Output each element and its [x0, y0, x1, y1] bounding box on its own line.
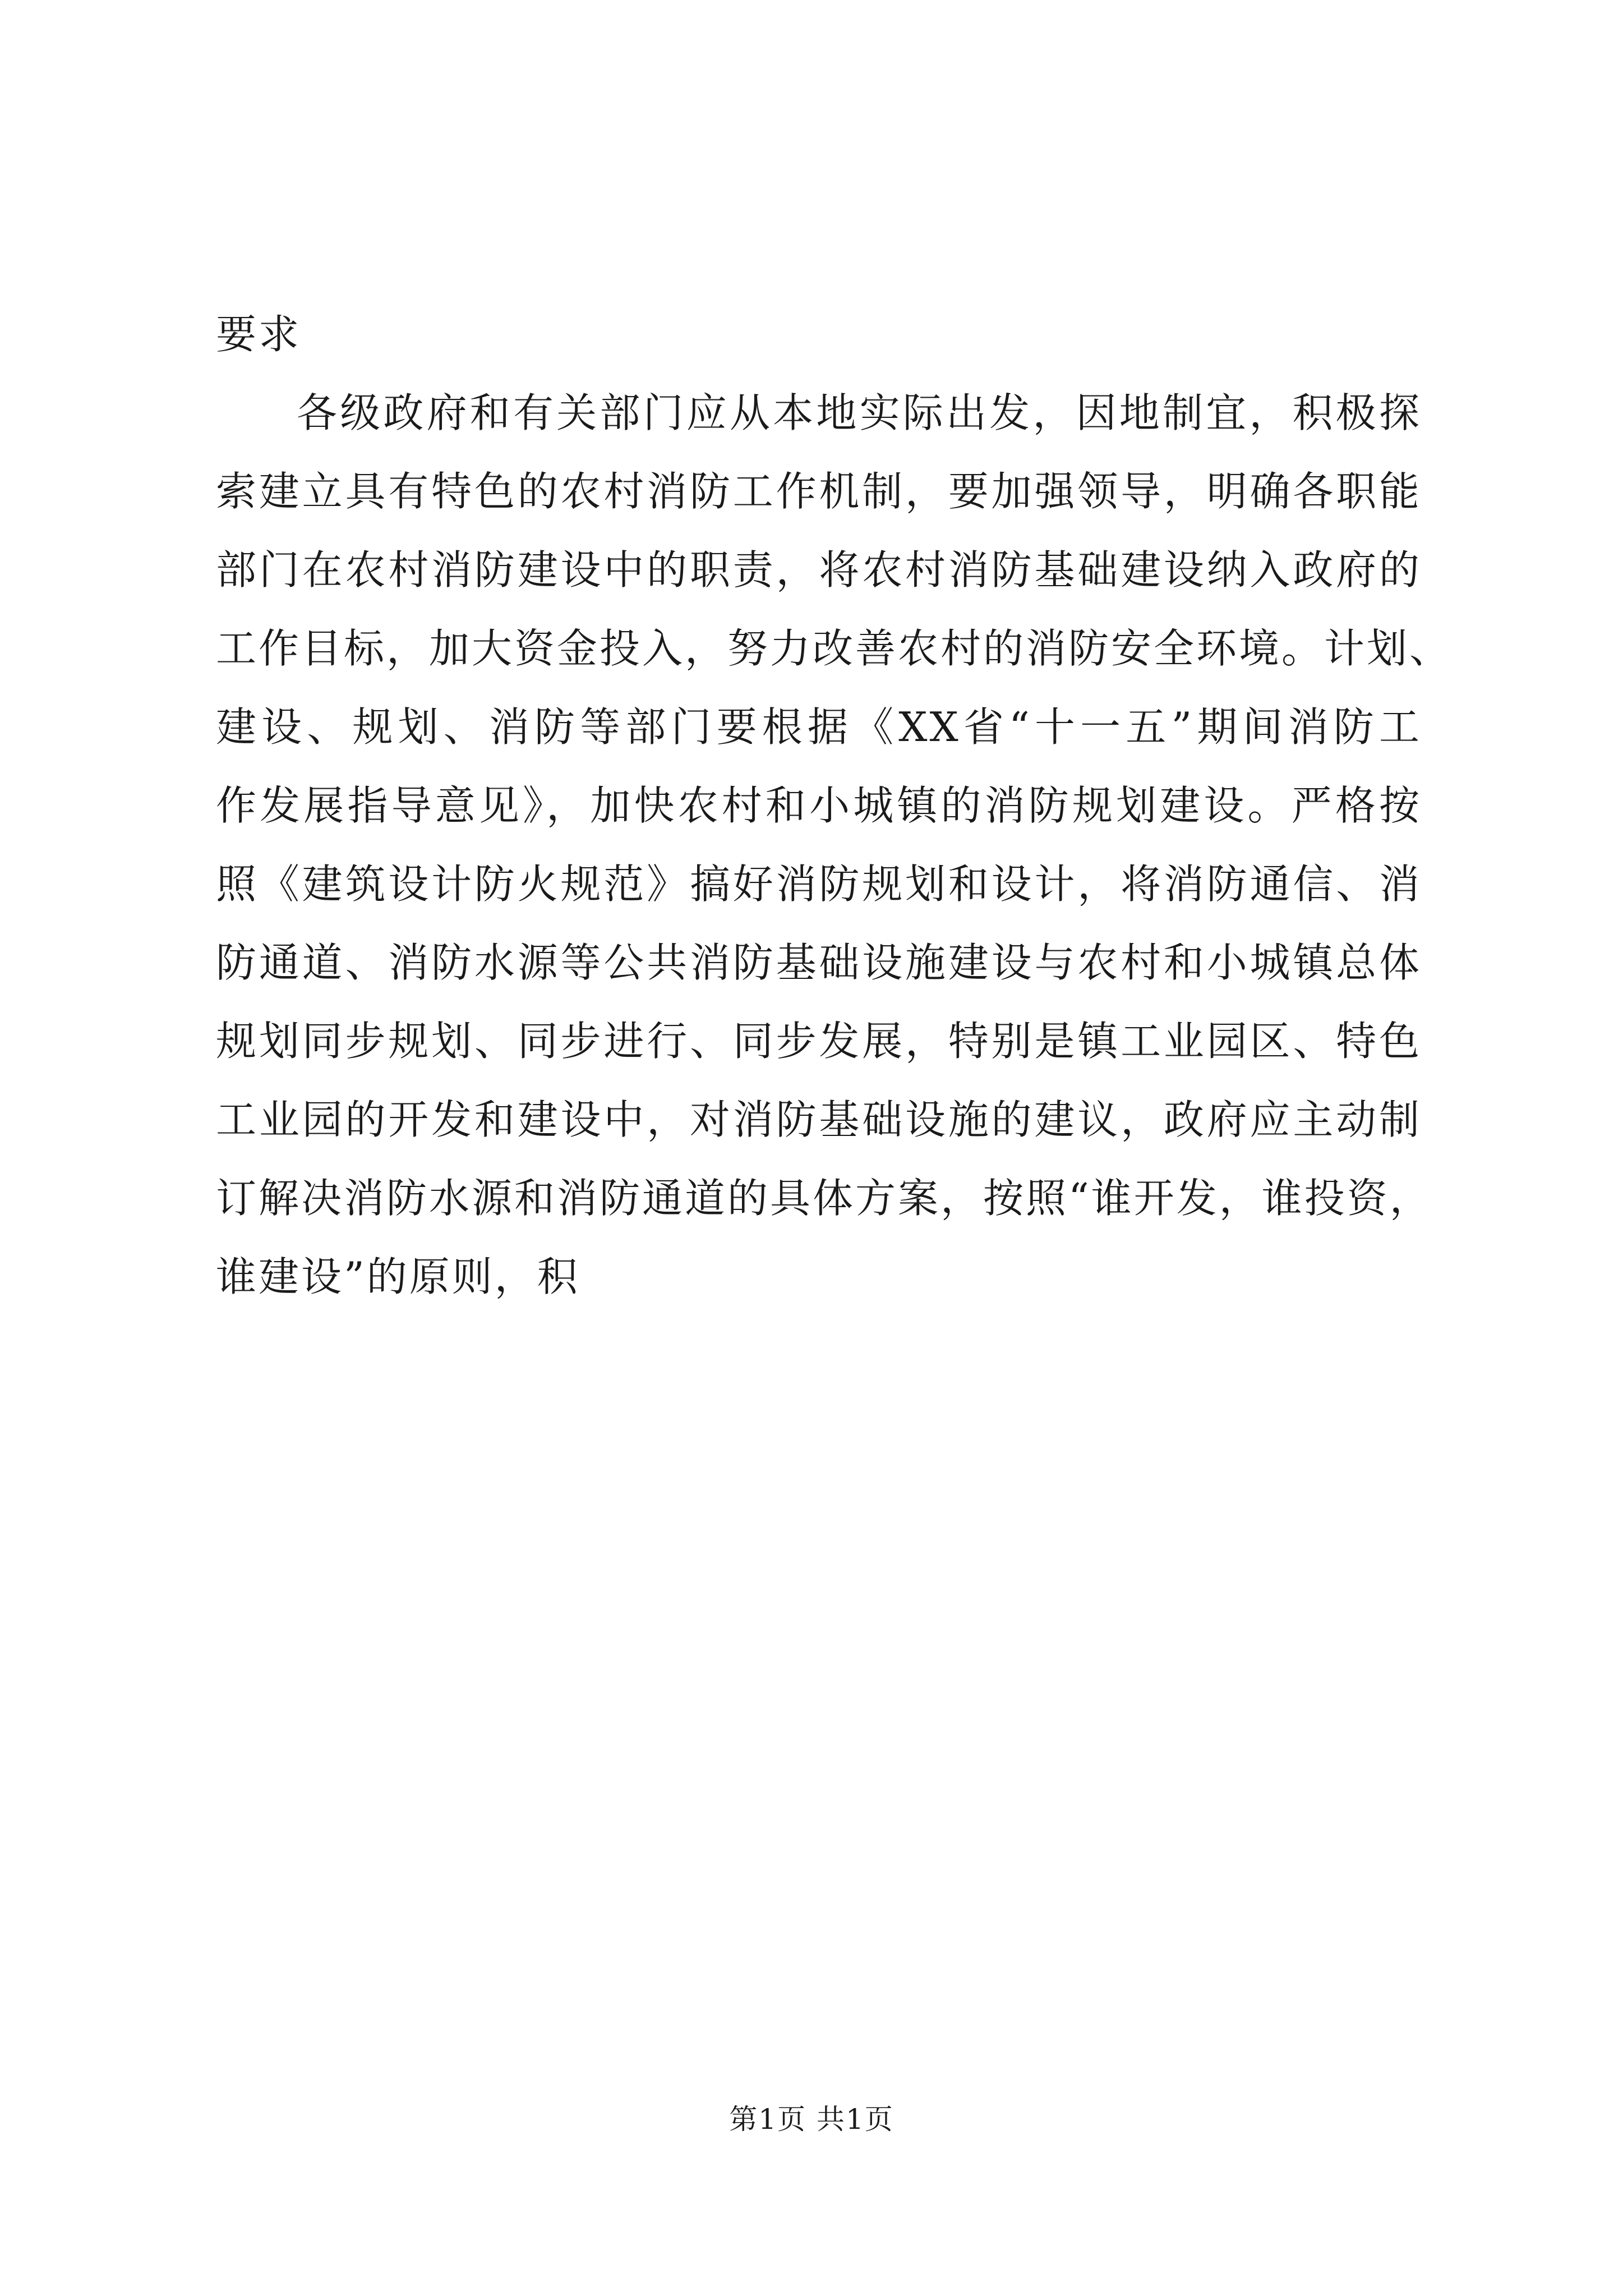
paragraph-line: 各级政府和有关部门应从本地实际出发，因地制宜，积极探	[297, 389, 1422, 436]
paragraph-line: 照《建筑设计防火规范》搞好消防规划和设计，将消防通信、消	[216, 861, 1422, 908]
paragraph-line: 索建立具有特色的农村消防工作机制，要加强领导，明确各职能	[216, 468, 1422, 515]
paragraph-line: 工作目标，加大资金投入，努力改善农村的消防安全环境。计划、	[216, 625, 1453, 672]
page-footer: 第1页 共1页	[729, 2103, 894, 2136]
paragraph-line: 建设、规划、消防等部门要根据《XX省“十一五”期间消防工	[216, 703, 1422, 751]
paragraph-line: 作发展指导意见》，加快农村和小城镇的消防规划建设。严格按	[216, 782, 1422, 829]
paragraph-line: 工业园的开发和建设中，对消防基础设施的建议，政府应主动制	[216, 1096, 1422, 1143]
paragraph-line: 防通道、消防水源等公共消防基础设施建设与农村和小城镇总体	[216, 939, 1422, 986]
paragraph-line: 谁建设”的原则，积	[216, 1253, 580, 1300]
paragraph-line: 规划同步规划、同步进行、同步发展，特别是镇工业园区、特色	[216, 1018, 1422, 1065]
paragraph-line: 订解决消防水源和消防通道的具体方案，按照“谁开发，谁投资，	[216, 1175, 1432, 1222]
paragraph-line: 部门在农村消防建设中的职责，将农村消防基础建设纳入政府的	[216, 546, 1422, 593]
section-heading: 要求	[216, 311, 302, 358]
